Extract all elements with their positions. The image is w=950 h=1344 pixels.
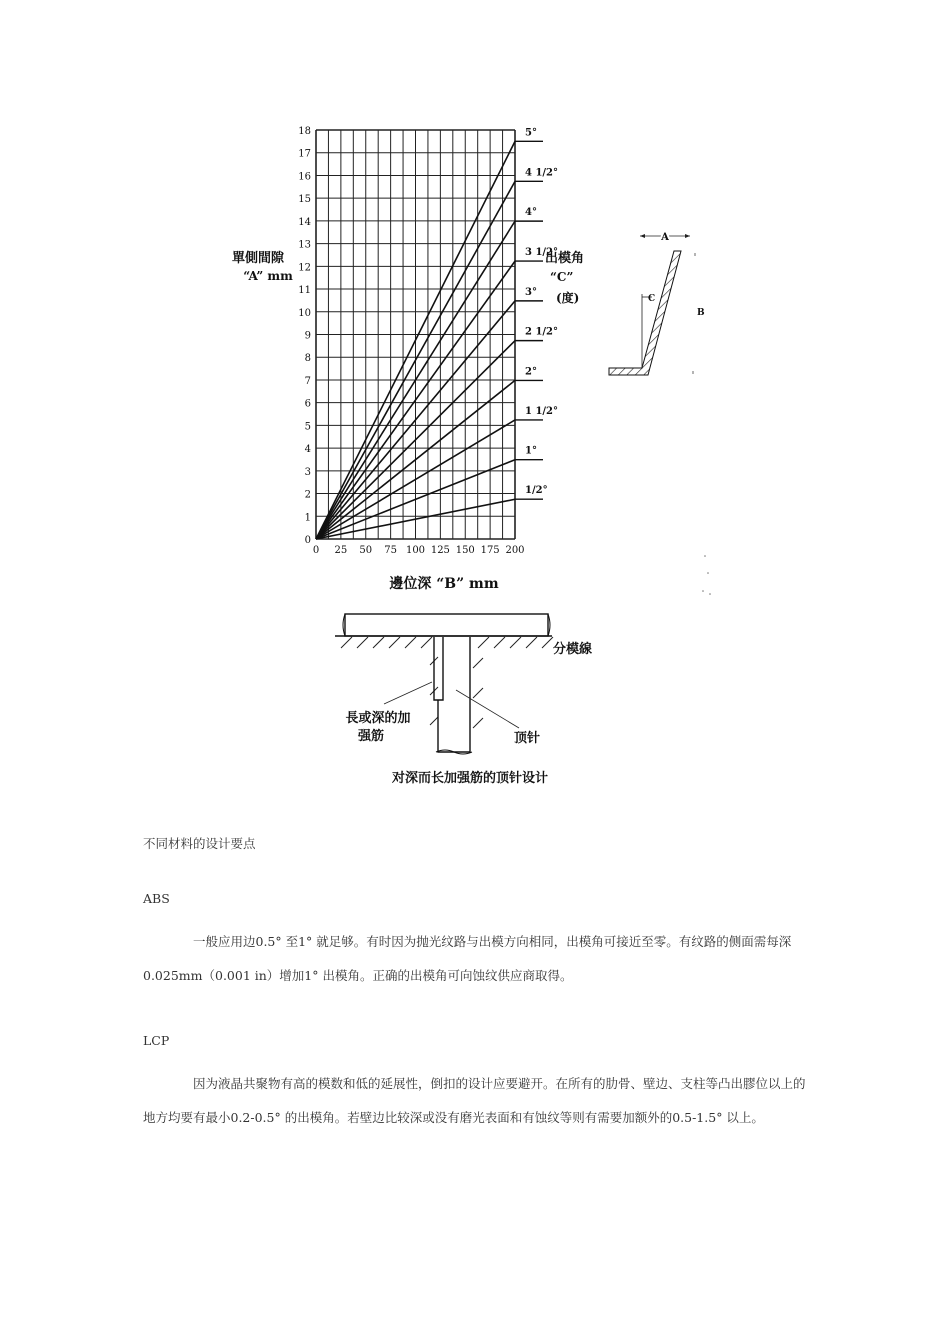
x-tick-label: 50 bbox=[359, 545, 373, 556]
draft-wall-section bbox=[609, 251, 681, 375]
chart-series-labels bbox=[515, 127, 558, 499]
series-label: 4 1/2° bbox=[525, 167, 559, 179]
y-tick-label: 2 bbox=[304, 489, 311, 501]
y-tick-label: 11 bbox=[298, 285, 311, 297]
y-tick-label: 8 bbox=[304, 353, 311, 365]
y-tick-label: 17 bbox=[298, 148, 311, 160]
x-tick-label: 100 bbox=[405, 545, 426, 556]
dimension-b-label: B bbox=[697, 308, 705, 318]
abs-paragraph-text: 一般应用边0.5° 至1° 就足够。有时因为抛光纹路与出模方向相同，出模角可接近至零。有纹路的侧面需每深0.025mm（0.001 in）增加1° 出模角。正确的出模角可向蚀纹供应商取得。 bbox=[143, 934, 792, 983]
abs-heading: ABS bbox=[143, 891, 170, 906]
lcp-paragraph bbox=[143, 1067, 807, 1135]
y-tick-label: 7 bbox=[304, 375, 311, 387]
rib-label-line1: 長或深的加 bbox=[345, 711, 411, 726]
series-label: 3° bbox=[525, 286, 537, 298]
parting-line-label: 分模線 bbox=[553, 642, 593, 657]
x-tick-label: 150 bbox=[455, 545, 475, 556]
legend-title-line1: 出模角 bbox=[545, 251, 585, 266]
dimension-a-label: A bbox=[661, 232, 669, 243]
y-tick-label: 6 bbox=[304, 398, 311, 410]
y-tick-label: 14 bbox=[298, 216, 311, 228]
scan-specks bbox=[702, 555, 711, 595]
legend-title-line2: “C” bbox=[550, 270, 574, 284]
pin-leader-line bbox=[456, 690, 519, 728]
dimension-c-label: C bbox=[648, 294, 656, 304]
series-label: 3 1/2° bbox=[525, 247, 559, 259]
legend-title-line3: (度) bbox=[556, 291, 580, 305]
rib-leader-line bbox=[384, 682, 432, 704]
x-tick-label: 0 bbox=[312, 545, 320, 556]
lcp-heading: LCP bbox=[143, 1033, 170, 1048]
y-axis-label-line2: “A” mm bbox=[243, 269, 293, 283]
x-tick-label: 25 bbox=[334, 545, 348, 556]
x-tick-label: 125 bbox=[430, 545, 450, 556]
y-tick-label: 0 bbox=[304, 535, 311, 546]
series-label: 2° bbox=[525, 366, 537, 378]
series-label: 1° bbox=[525, 445, 537, 457]
series-label: 1 1/2° bbox=[525, 405, 559, 417]
y-tick-label: 18 bbox=[298, 126, 311, 137]
rib-ejector-pin-diagram bbox=[335, 614, 592, 786]
rib-label-line2: 强筋 bbox=[357, 729, 385, 744]
rib-outline bbox=[434, 637, 443, 700]
y-tick-label: 15 bbox=[298, 194, 311, 206]
series-label: 1/2° bbox=[525, 485, 548, 497]
series-label: 2 1/2° bbox=[525, 326, 559, 338]
lcp-paragraph-text: 因为液晶共聚物有高的模数和低的延展性，倒扣的设计应要避开。在所有的肋骨、壁边、支柱等凸出膠位以上的地方均要有最小0.2-0.5° 的出模角。若壁边比较深或没有磨光表面和有蚀纹等则有需要加额外的0.5-1.5° 以上。 bbox=[143, 1076, 806, 1125]
y-tick-label: 5 bbox=[304, 421, 311, 433]
diagram-caption: 对深而长加强筋的顶针设计 bbox=[391, 771, 549, 786]
y-axis-label-line1: 單側間隙 bbox=[231, 251, 285, 266]
y-tick-label: 16 bbox=[298, 171, 311, 183]
draft-angle-chart bbox=[232, 126, 584, 592]
y-tick-label: 10 bbox=[298, 307, 311, 319]
y-tick-label: 4 bbox=[304, 444, 311, 456]
y-tick-label: 13 bbox=[298, 239, 311, 251]
x-tick-label: 75 bbox=[384, 545, 397, 556]
abs-paragraph bbox=[143, 925, 807, 993]
draft-profile-diagram bbox=[609, 232, 705, 375]
y-tick-label: 9 bbox=[304, 330, 311, 342]
series-label: 5° bbox=[525, 127, 537, 139]
y-tick-label: 12 bbox=[298, 262, 311, 274]
x-tick-label: 200 bbox=[505, 545, 525, 556]
y-tick-label: 3 bbox=[304, 466, 311, 478]
y-tick-label: 1 bbox=[304, 512, 311, 524]
x-tick-label: 175 bbox=[480, 545, 500, 556]
plate-section bbox=[345, 614, 548, 636]
x-axis-label: 邊位深 “B” mm bbox=[389, 576, 499, 592]
series-label: 4° bbox=[525, 207, 537, 219]
pin-label: 顶针 bbox=[513, 731, 541, 746]
section-title: 不同材料的设计要点 bbox=[143, 836, 256, 851]
